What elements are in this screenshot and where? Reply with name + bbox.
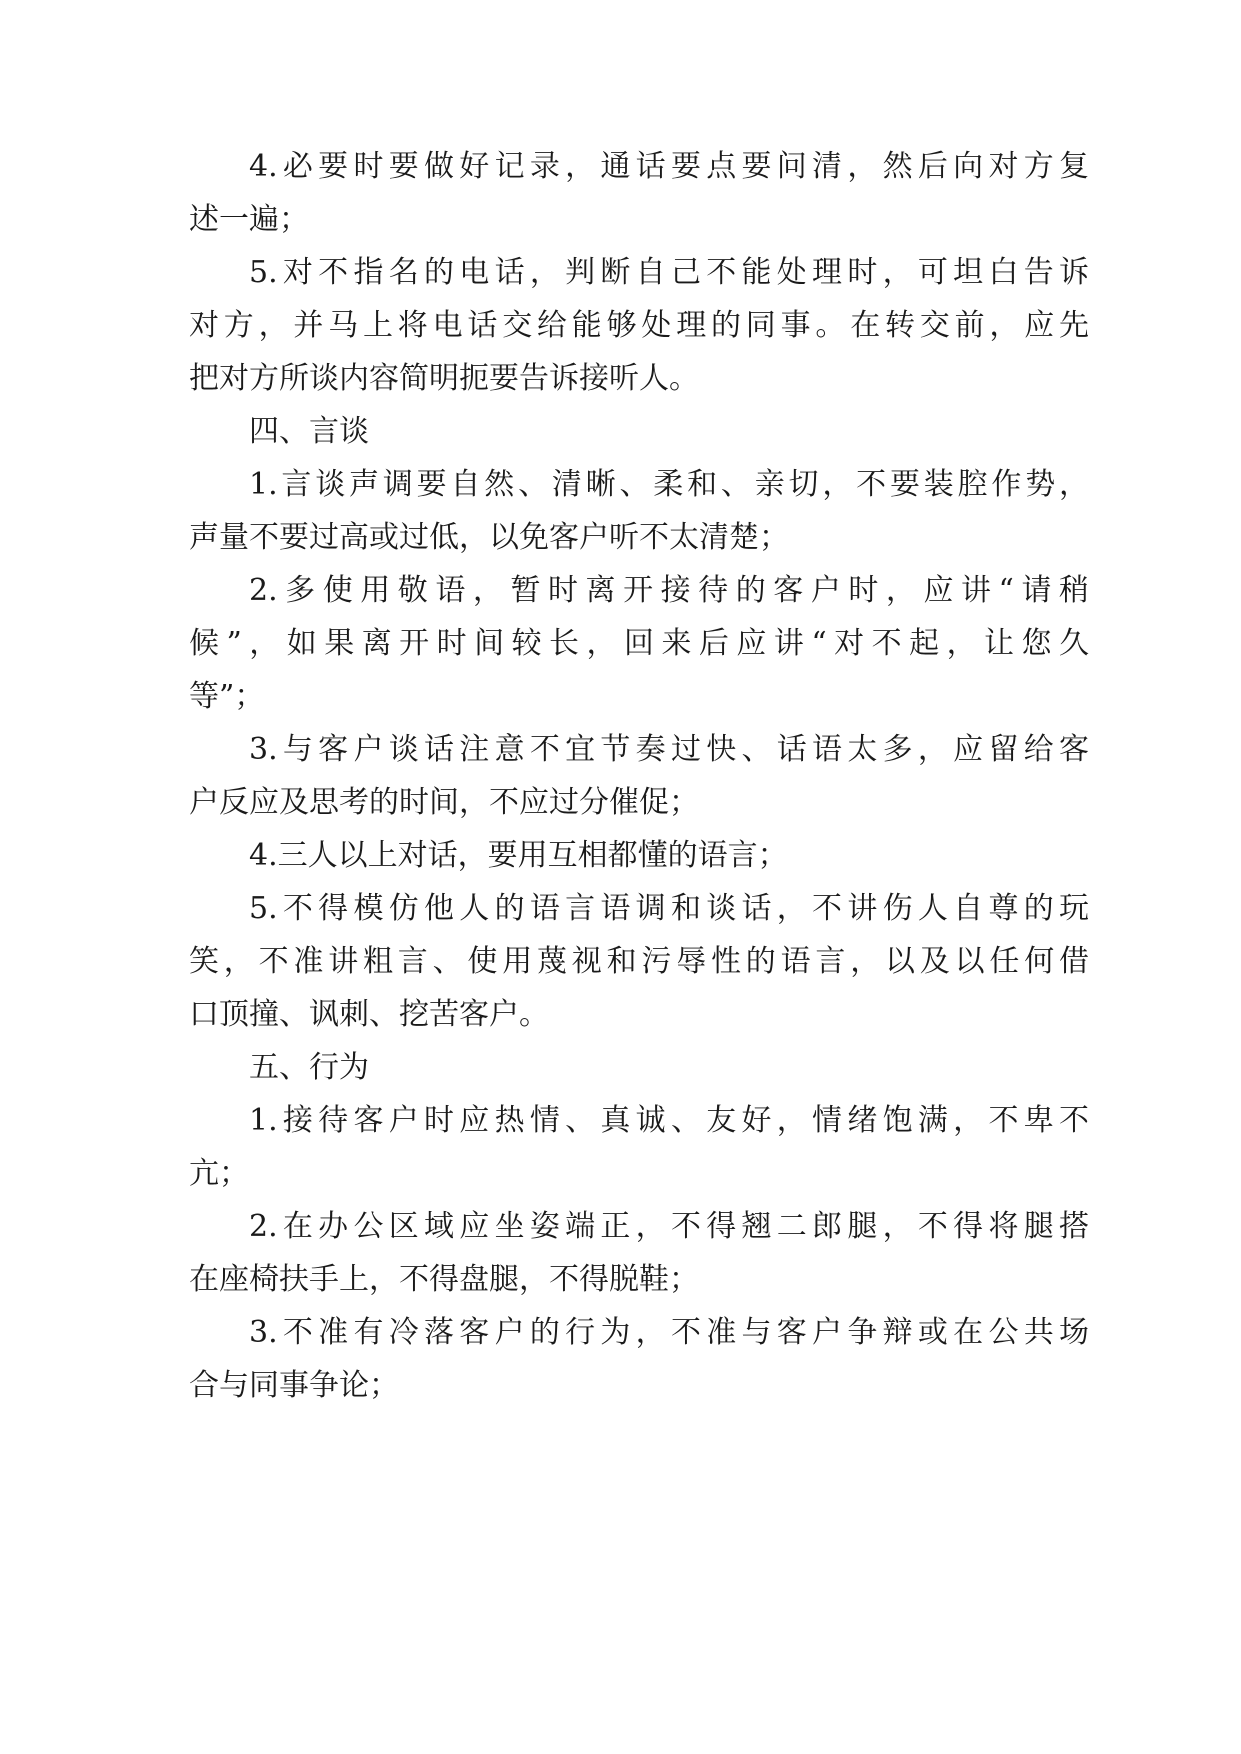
paragraph-line: 亢； xyxy=(189,1156,249,1191)
paragraph-line: 对方，并马上将电话交给能够处理的同事。在转交前，应先 xyxy=(189,308,1089,343)
section-heading: 四、言谈 xyxy=(249,414,369,449)
paragraph-line: 在座椅扶手上，不得盘腿，不得脱鞋； xyxy=(189,1262,699,1297)
section-heading: 五、行为 xyxy=(249,1050,369,1085)
paragraph-line: 5.对不指名的电话，判断自己不能处理时，可坦白告诉 xyxy=(249,255,1089,290)
paragraph-line: 2.多使用敬语，暂时离开接待的客户时，应讲“请稍 xyxy=(249,573,1089,608)
paragraph-line: 5.不得模仿他人的语言语调和谈话，不讲伤人自尊的玩 xyxy=(249,891,1089,926)
paragraph-line: 口顶撞、讽刺、挖苦客户。 xyxy=(189,997,549,1032)
paragraph-line: 1.接待客户时应热情、真诚、友好，情绪饱满，不卑不 xyxy=(249,1103,1089,1138)
paragraph-line: 3.与客户谈话注意不宜节奏过快、话语太多，应留给客 xyxy=(249,732,1089,767)
paragraph-line: 户反应及思考的时间，不应过分催促； xyxy=(189,785,699,820)
paragraph-line: 3.不准有冷落客户的行为，不准与客户争辩或在公共场 xyxy=(249,1315,1089,1350)
paragraph-line: 述一遍； xyxy=(189,202,309,237)
paragraph-line: 2.在办公区域应坐姿端正，不得翘二郎腿，不得将腿搭 xyxy=(249,1209,1089,1244)
paragraph-line: 把对方所谈内容简明扼要告诉接听人。 xyxy=(189,361,699,396)
paragraph-line: 4.必要时要做好记录，通话要点要问清，然后向对方复 xyxy=(249,149,1089,184)
paragraph-line: 等”； xyxy=(189,679,265,714)
paragraph-line: 笑，不准讲粗言、使用蔑视和污辱性的语言，以及以任何借 xyxy=(189,944,1089,979)
paragraph-line: 候”，如果离开时间较长，回来后应讲“对不起，让您久 xyxy=(189,626,1089,661)
paragraph-line: 4.三人以上对话，要用互相都懂的语言； xyxy=(249,838,788,873)
paragraph-line: 合与同事争论； xyxy=(189,1368,399,1403)
paragraph-line: 1.言谈声调要自然、清晰、柔和、亲切，不要装腔作势， xyxy=(249,467,1089,502)
paragraph-line: 声量不要过高或过低，以免客户听不太清楚； xyxy=(189,520,789,555)
